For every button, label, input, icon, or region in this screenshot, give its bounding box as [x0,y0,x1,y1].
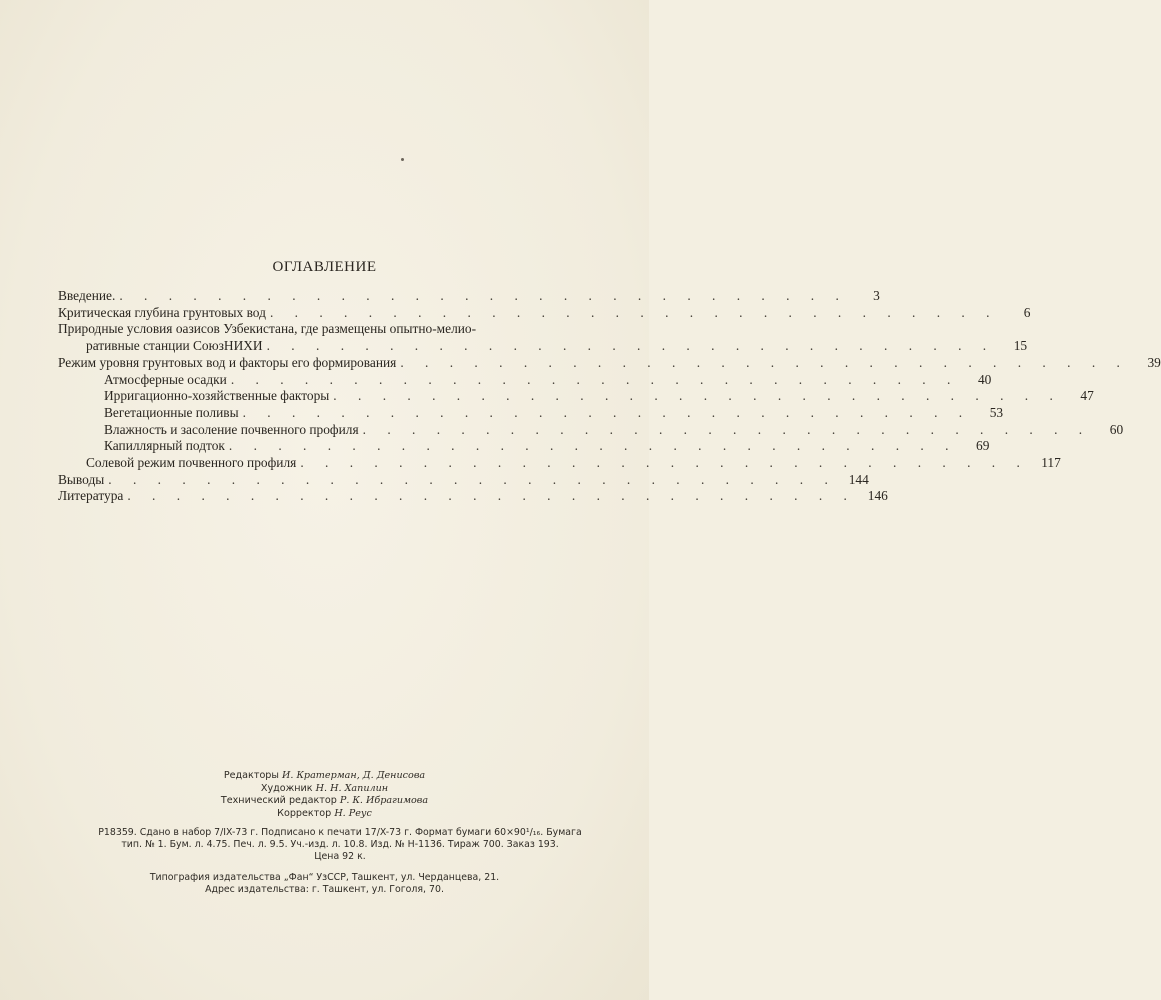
publication-details [60,827,620,863]
toc-entry-title: Критическая глубина грунтовых вод [58,304,266,320]
toc-entry [58,421,1124,439]
leader-dots: . . . . . . . . . . . . . . . . . . . . . . . . . . . . . . [119,288,848,303]
tech-editor-role: Технический редактор [220,795,337,807]
toc-entry-title: Ирригационно-хозяйственные факторы [104,388,330,404]
proofreader-role: Корректор [277,807,332,819]
toc-entry-title: Режим уровня грунтовых вод и факторы его формирования [58,354,397,370]
toc-entry [58,438,990,455]
pub-line: Р18359. Сдано в набор 7/IX-73 г. Подписано к печати 17/X-73 г. Формат бумаги 60×90¹/₁₆. Бумага [98,827,582,838]
leader-dots: . . . . . . . . . . . . . . . . . . . . . . . . . . . . . . [333,388,1062,404]
tech-editor-name: Р. К. Ибрагимова [339,795,429,807]
toc-entry [58,304,1031,322]
toc-title: ОГЛАВЛЕНИЕ [272,259,377,275]
toc-entry-title: Атмосферные осадки [104,371,227,387]
toc-entry-page: 60 [1109,421,1124,437]
leader-dots: . . . . . . . . . . . . . . . . . . . . . . . . . . . . . . [228,438,958,454]
tech-editor-line [0,795,649,808]
leader-dots: . . . . . . . . . . . . . . . . . . . . . . . . . . . . . . [269,304,999,320]
print-line: Типография издательства „Фан“ УзССР, Ташкент, ул. Черданцева, 21. [149,872,500,883]
toc-entry [58,471,869,489]
leader-dots: . . . . . . . . . . . . . . . . . . . . . . . . . . . . . . [108,471,837,487]
toc-entry [58,455,1061,472]
toc-entry-title: Влажность и засоление почвенного профиля [104,421,359,437]
toc-entry-page: 15 [1013,338,1028,354]
toc-entry-title: Солевой режим почвенного профиля [86,455,297,471]
leader-dots: . . . . . . . . . . . . . . . . . . . . . . . . . . . . . . [242,404,972,420]
toc-entry-title: Капиллярный подток [104,438,225,454]
artist-line [0,783,649,796]
toc-entry [58,404,1004,422]
toc-entry-page: 144 [848,471,869,487]
toc-entry-page: 3 [873,288,880,303]
toc-entry-title: Выводы [58,471,105,487]
toc-entry [58,354,1161,372]
toc-entry-page: 6 [1023,304,1031,320]
toc-entry-page: 40 [977,371,992,387]
leader-dots: . . . . . . . . . . . . . . . . . . . . . . . . . . . . . . [127,488,856,504]
toc-entry-title: Литература [58,488,124,504]
toc-entry-page: 146 [867,488,888,504]
print-line: Адрес издательства: г. Ташкент, ул. Гоголя, 70. [205,884,444,895]
proofreader-line [0,808,649,821]
toc-entry-page: 39 [1147,354,1161,370]
pub-line: Цена 92 к. [314,851,366,862]
toc-entry-title: Введение. [58,288,116,303]
leader-dots: . . . . . . . . . . . . . . . . . . . . . . . . . . . . . . [266,338,996,354]
toc-entry [58,488,888,505]
toc-entry [58,388,1094,405]
leader-dots: . . . . . . . . . . . . . . . . . . . . . . . . . . . . . . [300,455,1029,471]
toc-entry [58,321,1028,354]
pub-line: тип. № 1. Бум. л. 4.75. Печ. л. 9.5. Уч.-изд. л. 10.8. Изд. № Н-1136. Тираж 700. Заказ 193. [121,839,559,850]
page-speck [401,158,404,161]
toc-entry-page: 47 [1080,388,1094,404]
printer-details [0,872,649,896]
proofreader-name: Н. Реус [334,807,372,819]
toc-entry-page: 117 [1041,455,1061,471]
toc-entry-title: Природные условия оазисов Узбекистана, где размещены опытно-мелио- [58,321,477,337]
toc-entry-title-continued: ративные станции СоюзНИХИ [86,338,263,354]
editors-line [0,770,649,783]
leader-dots: . . . . . . . . . . . . . . . . . . . . . . . . . . . . . . [230,371,960,387]
toc-entry-title: Вегетационные поливы [104,404,239,420]
editors-role: Редакторы [223,770,279,781]
table-of-contents [58,288,1161,505]
toc-entry [58,288,880,305]
editors-names: И. Кратерман, Д. Денисова [282,770,426,781]
artist-name: Н. Н. Хапилин [315,782,389,794]
artist-role: Художник [260,782,313,794]
toc-entry-page: 53 [989,404,1004,420]
leader-dots: . . . . . . . . . . . . . . . . . . . . . . . . . . . . . . [400,354,1129,370]
leader-dots: . . . . . . . . . . . . . . . . . . . . . . . . . . . . . . [362,421,1092,437]
imprint-staff [0,770,649,820]
toc-entry-page: 69 [976,438,990,454]
toc-entry [58,371,992,389]
